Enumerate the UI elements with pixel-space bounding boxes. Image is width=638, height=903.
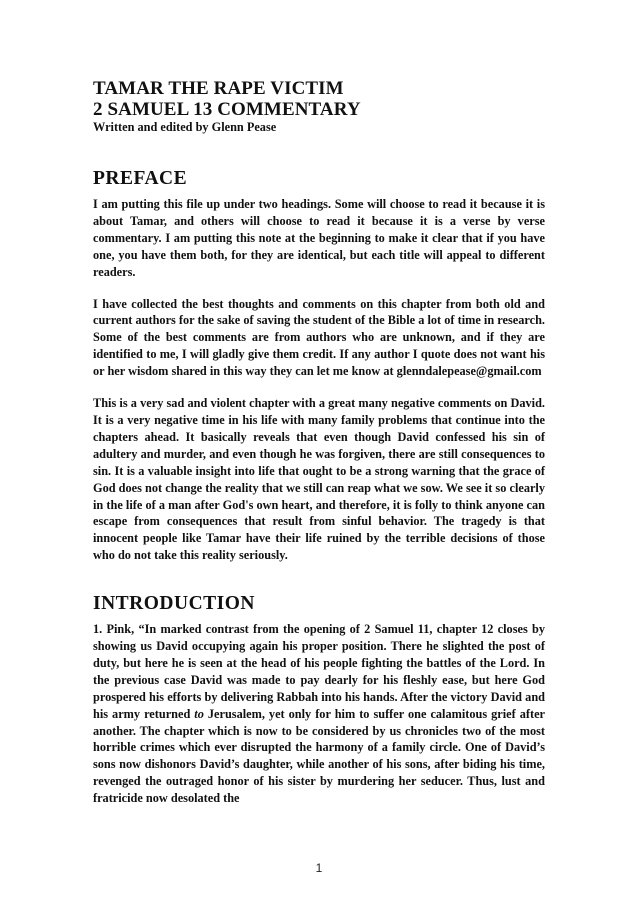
introduction-text-emphasis: to [194, 706, 204, 721]
preface-paragraph-2: I have collected the best thoughts and comments on this chapter from both old and current authors for the sake of saving the student of the Bible a lot of time in research. Some of the best comments are from authors who are unknown, and if they are identified to me, I will gladly give them credit. If any author I quote does not want his or her wisdom shared in this way they can let me know at glenndalepease@gmail.com [93, 296, 545, 379]
introduction-text-before: 1. Pink, “In marked contrast from the opening of 2 Samuel 11, chapter 12 closes by showing us David occupying again his proper position. There he slighted the post of duty, but here he is seen at the head of his people fighting the battles of the Lord. In the previous case David was made to pay dearly for his fleshly ease, but here God prospered his efforts by delivering Rabbah into his hands. After the victory David and his army returned [93, 622, 545, 721]
preface-paragraph-3: This is a very sad and violent chapter with a great many negative comments on David. It is a very negative time in his life with many family problems that continue into the chapters ahead. It basically reveals that even though David confessed his sin of adultery and murder, and even though he was forgiven, there are still consequences to sin. It is a valuable insight into life that ought to be a strong warning that the grace of God does not change the reality that we still can reap what we sow. We see it so clearly in the life of a man after God's own heart, and therefore, it is folly to think anyone can escape from consequences that result from sinful behavior. The tragedy is that innocent people like Tamar have their life ruined by the terrible decisions of those who do not take this reality seriously. [93, 396, 545, 563]
document-title-line1: TAMAR THE RAPE VICTIM [93, 78, 344, 99]
preface-paragraph-1: I am putting this file up under two headings. Some will choose to read it because it is about Tamar, and others will choose to read it because it is a verse by verse commentary. I am putting this note at the beginning to make it clear that if you have one, you have them both, for they are identical, but each title will appeal to different readers. [93, 197, 545, 279]
document-byline: Written and edited by Glenn Pease [93, 120, 277, 134]
document-title-line2: 2 SAMUEL 13 COMMENTARY [93, 99, 361, 120]
page-number: 1 [315, 861, 323, 875]
preface-heading: PREFACE [93, 168, 188, 189]
document-page [93, 74, 545, 807]
introduction-paragraph-1 [93, 621, 545, 807]
introduction-text-after: Jerusalem, yet only for him to suffer one calamitous grief after another. The chapter which is now to be considered by us chronicles two of the most horrible crimes which ever disrupted the harmony of a family circle. One of David’s sons now dishonors David’s daughter, while another of his sons, after biding his time, revenged the outraged honor of his sister by murdering her seducer. Thus, lust and fratricide now desolated the [93, 706, 545, 806]
introduction-heading: INTRODUCTION [93, 593, 256, 615]
